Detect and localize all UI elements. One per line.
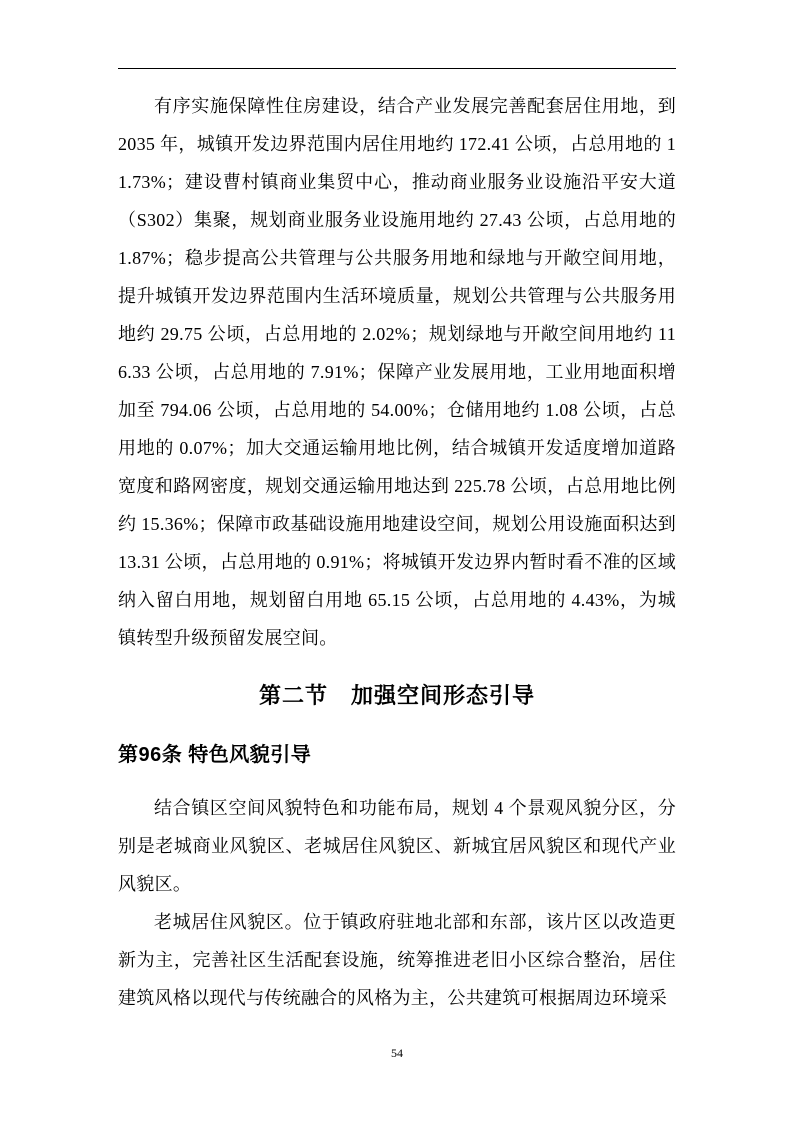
body-paragraph-3: 老城居住风貌区。位于镇政府驻地北部和东部，该片区以改造更新为主，完善社区生活配套设施，统筹推进老旧小区综合整治，居住建筑风格以现代与传统融合的风格为主，公共建筑可根据周边环境采 [118, 912, 676, 1008]
section-heading: 第二节 加强空间形态引导 [258, 683, 535, 708]
body-paragraph-2: 结合镇区空间风貌特色和功能布局，规划 4 个景观风貌分区，分别是老城商业风貌区、老城居住风貌区、新城宜居风貌区和现代产业风貌区。 [118, 798, 676, 894]
page-number: 54 [391, 1046, 403, 1060]
header-rule [118, 68, 676, 69]
article-heading: 第96条 特色风貌引导 [118, 744, 312, 766]
body-paragraph-1: 有序实施保障性住房建设，结合产业发展完善配套居住用地，到 2035 年，城镇开发边界范围内居住用地约 172.41 公顷，占总用地的 11.73%；建设曹村镇商业集贸中心，推动商业服务业设施沿平安大道（S302）集聚，规划商业服务业设施用地约 27.43 公顷，占总用地的 1.87%；稳步提高公共管理与公共服务用地和绿地与开敞空间用地，提升城镇开发边界范围内生活环境质量，规划公共管理与公共服务用地约 29.75 公顷，占总用地的 2.02%；规划绿地与开敞空间用地约 116.33 公顷，占总用地的 7.91%；保障产业发展用地，工业用地面积增加至 794.06 公顷，占总用地的 54.00%；仓储用地约 1.08 公顷，占总用地的 0.07%；加大交通运输用地比例，结合城镇开发适度增加道路宽度和路网密度，规划交通运输用地达到 225.78 公顷，占总用地比例约 15.36%；保障市政基础设施用地建设空间，规划公用设施面积达到 13.31 公顷，占总用地的 0.91%；将城镇开发边界内暂时看不准的区域纳入留白用地，规划留白用地 65.15 公顷，占总用地的 4.43%，为城镇转型升级预留发展空间。 [118, 96, 676, 648]
